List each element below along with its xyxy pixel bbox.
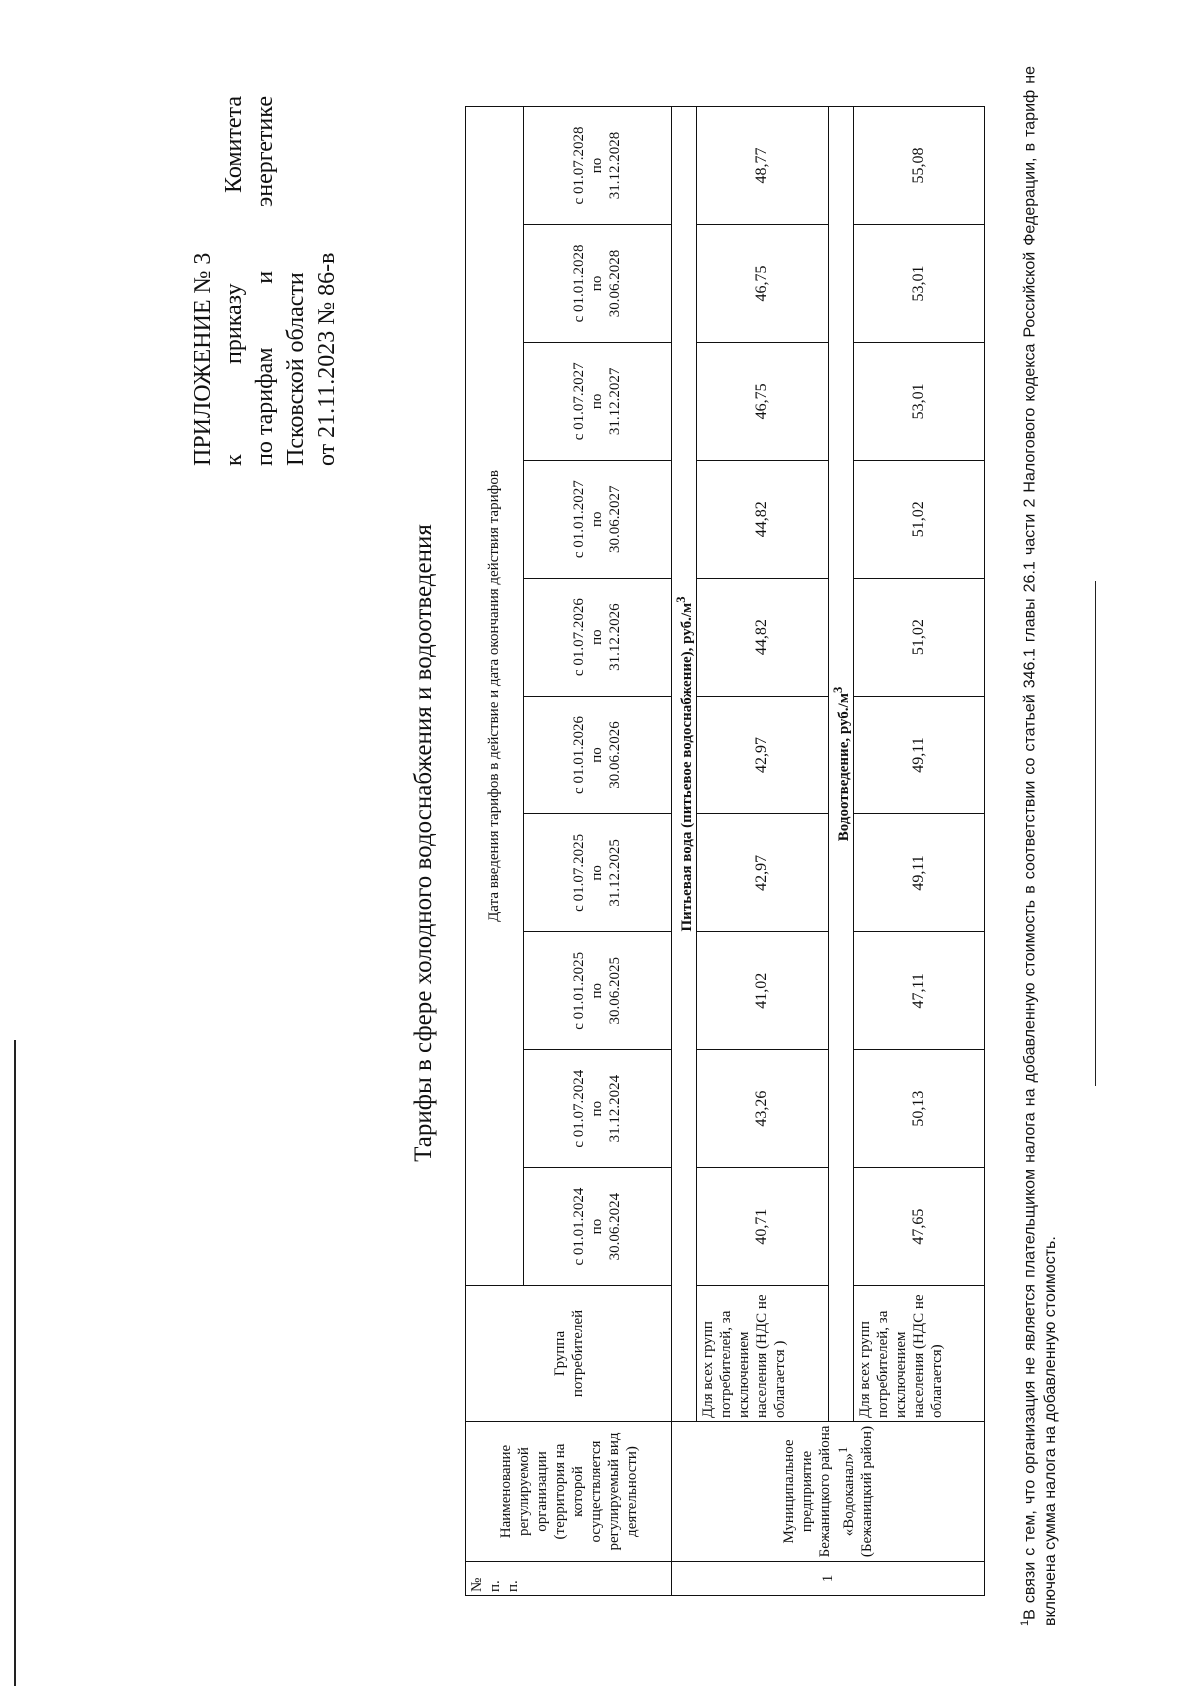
- period-cell: с 01.07.2024 по 31.12.2024: [523, 1050, 671, 1168]
- tariff-value: 42,97: [697, 696, 828, 814]
- period-cell: с 01.01.2024 по 30.06.2024: [523, 1168, 671, 1286]
- period-cell: с 01.07.2028 по 31.12.2028: [523, 107, 671, 225]
- tariff-value: 47,65: [853, 1168, 984, 1286]
- tariff-value: 44,82: [697, 460, 828, 578]
- document-title: Тарифы в сфере холодного водоснабжения и водоотведения: [410, 524, 437, 1162]
- tariff-value: 55,08: [853, 107, 984, 225]
- appendix-date: от 21.11.2023 № 86-в: [314, 252, 340, 466]
- header-consumer-group: Группа потребителей: [466, 1286, 672, 1422]
- organization-name: Муниципальное предприятие Бежаницкого района «Водоканал»$^1$ (Бежаницкий район): [672, 1422, 985, 1562]
- tariff-value: 40,71: [697, 1168, 828, 1286]
- section-title-sewage: Водоотведение, $руб./м^3$: [828, 107, 853, 1422]
- tariff-value: 41,02: [697, 932, 828, 1050]
- appendix-committee-line: по тарифам и энергетике: [252, 96, 278, 466]
- section-row-water: [672, 107, 697, 1596]
- period-cell: с 01.01.2026 по 30.06.2026: [523, 696, 671, 814]
- consumer-group: Для всех групп потребителей, за исключением населения (НДС не облагается ): [697, 1286, 828, 1422]
- header-dates: Дата введения тарифов в действие и дата окончания действия тарифов: [466, 107, 524, 1286]
- tariff-value: 44,82: [697, 578, 828, 696]
- appendix-order-line: к приказу Комитета: [221, 96, 247, 466]
- separator-line: [1095, 581, 1096, 1086]
- footnote: [1015, 66, 1061, 1626]
- period-cell: с 01.01.2027 по 30.06.2027: [523, 460, 671, 578]
- period-cell: с 01.01.2025 по 30.06.2025: [523, 932, 671, 1050]
- row-number: 1: [672, 1562, 985, 1596]
- section-row-sewage: [828, 107, 853, 1596]
- period-cell: с 01.01.2028 по 30.06.2028: [523, 224, 671, 342]
- period-cell: с 01.07.2025 по 31.12.2025: [523, 814, 671, 932]
- tariff-row-sewage: [853, 107, 984, 1596]
- tariff-value: 53,01: [853, 342, 984, 460]
- section-title-water: Питьевая вода (питьевое водоснабжение), $руб./м^3$: [672, 107, 697, 1422]
- tariff-value: 42,97: [697, 814, 828, 932]
- footnote-marker: 1: [1019, 1619, 1031, 1626]
- tariff-value: 49,11: [853, 814, 984, 932]
- tariff-value: 46,75: [697, 342, 828, 460]
- header-row-1: [466, 107, 524, 1596]
- header-organization: Наименование регулируемой организации (территория на которой осуществляется регулируемый вид деятельности): [466, 1422, 672, 1562]
- appendix-header: [188, 96, 343, 466]
- tariff-value: 49,11: [853, 696, 984, 814]
- period-cell: с 01.07.2026 по 31.12.2026: [523, 578, 671, 696]
- header-number: № п. п.: [466, 1562, 672, 1596]
- tariff-value: 43,26: [697, 1050, 828, 1168]
- tariff-table: [465, 106, 985, 1596]
- tariff-value: 47,11: [853, 932, 984, 1050]
- tariff-value: 46,75: [697, 224, 828, 342]
- footnote-text: В связи с тем, что организация не является плательщиком налога на добавленную стоимость в соответствии со статьей 346.1 главы 26.1 части 2 Налогового кодекса Российской Федерации, в тариф не включена сумма налога на добавленную стоимость.: [1021, 66, 1060, 1626]
- tariff-value: 50,13: [853, 1050, 984, 1168]
- tariff-value: 48,77: [697, 107, 828, 225]
- tariff-row-water: [697, 107, 828, 1596]
- tariff-value: 51,02: [853, 578, 984, 696]
- tariff-value: 53,01: [853, 224, 984, 342]
- appendix-number: ПРИЛОЖЕНИЕ № 3: [190, 252, 216, 466]
- tariff-value: 51,02: [853, 460, 984, 578]
- consumer-group: Для всех групп потребителей, за исключением населения (НДС не облагается): [853, 1286, 984, 1422]
- appendix-region: Псковской области: [283, 272, 309, 466]
- period-cell: с 01.07.2027 по 31.12.2027: [523, 342, 671, 460]
